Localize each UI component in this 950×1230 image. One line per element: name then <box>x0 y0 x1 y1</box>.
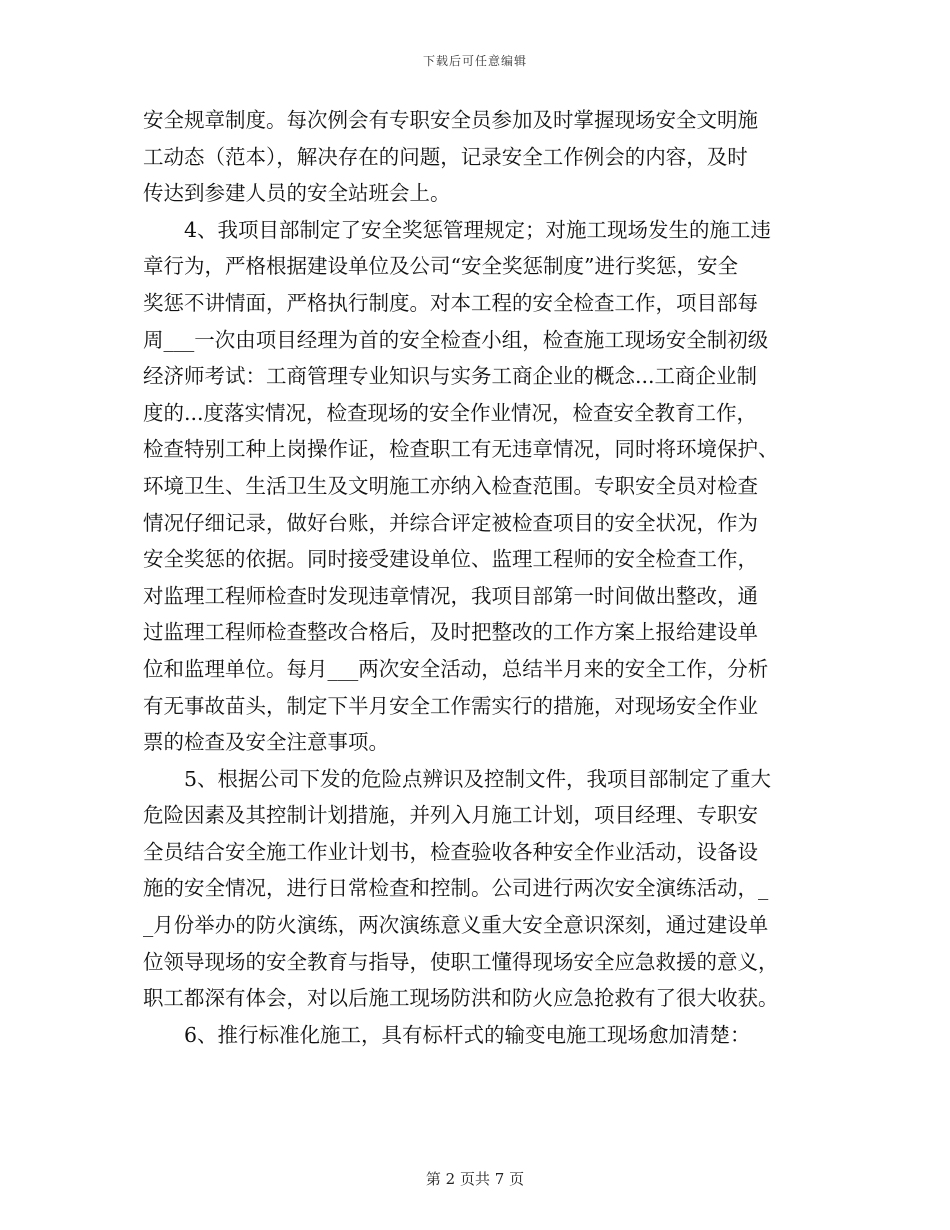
text-line: 过监理工程师检查整改合格后，及时把整改的工作方案上报给建设单 <box>143 620 758 645</box>
text-line: 安全奖惩的依据。同时接受建设单位、监理工程师的安全检查工作， <box>143 547 758 572</box>
text-line: 施的安全情况，进行日常检查和控制。公司进行两次安全演练活动，_ <box>143 876 769 901</box>
page-number: 第 2 页共 7 页 <box>425 1170 525 1188</box>
text-line: 经济师考试：工商管理专业知识与实务工商企业的概念...工商企业制 <box>143 364 758 389</box>
text-line: 有无事故苗头，制定下半月安全工作需实行的措施，对现场安全作业 <box>143 693 758 718</box>
text-line: 度的...度落实情况，检查现场的安全作业情况，检查安全教育工作， <box>143 400 758 425</box>
page-header: 下载后可任意编辑 <box>422 54 527 68</box>
paragraph-4-start: 4、我项目部制定了安全奖惩管理规定；对施工现场发生的施工违 <box>184 217 772 242</box>
text-line: 位和监理单位。每月___两次安全活动，总结半月来的安全工作，分析 <box>143 656 769 681</box>
text-line: 检查特别工种上岗操作证，检查职工有无违章情况，同时将环境保护、 <box>143 437 779 462</box>
text-line: 奖惩不讲情面，严格执行制度。对本工程的安全检查工作，项目部每 <box>143 290 758 315</box>
paragraph-6-start: 6、推行标准化施工，具有标杆式的输变电施工现场愈加清楚： <box>184 1022 751 1047</box>
text-line: 章行为，严格根据建设单位及公司“安全奖惩制度”进行奖惩，安全 <box>143 254 738 279</box>
text-line: 对监理工程师检查时发现违章情况，我项目部第一时间做出整改，通 <box>143 583 758 608</box>
text-line: 安全规章制度。每次例会有专职安全员参加及时掌握现场安全文明施 <box>143 108 758 132</box>
text-line: 危险因素及其控制计划措施，并列入月施工计划，项目经理、专职安 <box>143 803 758 828</box>
text-line: 周___一次由项目经理为首的安全检查小组，检查施工现场安全制初级 <box>143 327 769 352</box>
text-line: 全员结合安全施工作业计划书，检查验收各种安全作业活动，设备设 <box>143 839 758 864</box>
paragraph-5-start: 5、根据公司下发的危险点辨识及控制文件，我项目部制定了重大 <box>184 766 772 791</box>
text-line: 职工都深有体会，对以后施工现场防洪和防火应急抢救有了很大收获。 <box>143 986 779 1011</box>
text-line: 工动态（范本），解决存在的问题，记录安全工作例会的内容，及时 <box>143 144 748 169</box>
text-line: 票的检查及安全注意事项。 <box>143 730 389 755</box>
text-line: 位领导现场的安全教育与指导，使职工懂得现场安全应急救援的意义， <box>143 949 779 974</box>
document-body <box>143 102 809 1053</box>
text-line: 环境卫生、生活卫生及文明施工亦纳入检查范围。专职安全员对检查 <box>143 473 758 498</box>
text-line: 传达到参建人员的安全站班会上。 <box>143 181 451 206</box>
text-line: 情况仔细记录，做好台账，并综合评定被检查项目的安全状况，作为 <box>143 510 758 535</box>
text-line: _月份举办的防火演练，两次演练意义重大安全意识深刻，通过建设单 <box>143 913 769 938</box>
